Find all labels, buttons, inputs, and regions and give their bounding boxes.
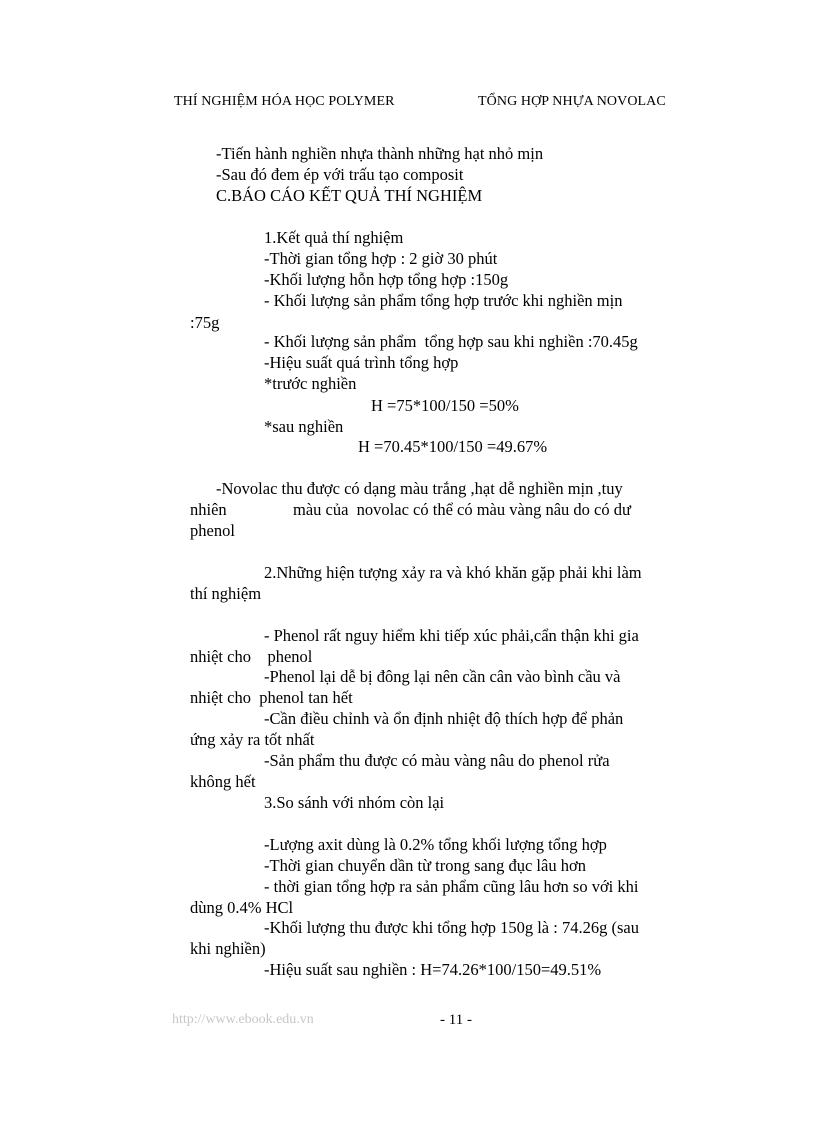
comparison-item-4a: -Khối lượng thu được khi tổng hợp 150g là : 74.26g (sau (264, 918, 639, 937)
header-right: TỔNG HỢP NHỰA NOVOLAC (478, 94, 666, 109)
header-left: THÍ NGHIỆM HÓA HỌC POLYMER (174, 94, 395, 109)
intro-line-1: -Tiến hành nghiền nhựa thành những hạt nhỏ mịn (216, 144, 544, 163)
phenomena-item-4b: không hết (190, 772, 256, 791)
results-title: 1.Kết quả thí nghiệm (264, 228, 404, 247)
results-yield-title: -Hiệu suất quá trình tổng hợp (264, 353, 459, 372)
results-after-label: *sau nghiền (264, 417, 344, 436)
phenomena-item-2a: -Phenol lại dễ bị đông lại nên cần cân vào bình cầu và (264, 667, 621, 686)
phenomena-item-2b: nhiệt cho phenol tan hết (190, 688, 353, 707)
page-number: - 11 - (440, 1012, 472, 1028)
comparison-item-4b: khi nghiền) (190, 939, 266, 958)
results-mass-before-value: :75g (190, 313, 220, 332)
observation-line-2a: nhiên (190, 500, 227, 519)
comparison-item-3a: - thời gian tổng hợp ra sản phẩm cũng lâu hơn so với khi (264, 877, 639, 896)
intro-line-2: -Sau đó đem ép với trấu tạo composit (216, 165, 464, 184)
observation-line-3: phenol (190, 521, 235, 540)
section-heading: C.BÁO CÁO KẾT QUẢ THÍ NGHIỆM (216, 186, 483, 205)
comparison-item-3b: dùng 0.4% HCl (190, 898, 294, 917)
results-mass-after: - Khối lượng sản phẩm tổng hợp sau khi nghiền :70.45g (264, 332, 638, 351)
phenomena-item-4a: -Sản phẩm thu được có màu vàng nâu do phenol rửa (264, 751, 610, 770)
results-after-formula: H =70.45*100/150 =49.67% (358, 437, 548, 456)
comparison-title: 3.So sánh với nhóm còn lại (264, 793, 445, 812)
footer-url: http://www.ebook.edu.vn (172, 1012, 314, 1027)
observation-line-2b: màu của novolac có thể có màu vàng nâu do có dư (293, 500, 631, 519)
comparison-item-2: -Thời gian chuyển dần từ trong sang đục lâu hơn (264, 856, 586, 875)
observation-line-1: -Novolac thu được có dạng màu trắng ,hạt dễ nghiền mịn ,tuy (216, 479, 623, 498)
results-time: -Thời gian tổng hợp : 2 giờ 30 phút (264, 249, 498, 268)
phenomena-item-3a: -Cần điều chỉnh và ổn định nhiệt độ thích hợp để phản (264, 709, 624, 728)
results-before-formula: H =75*100/150 =50% (371, 396, 519, 415)
phenomena-title-2: thí nghiệm (190, 584, 262, 603)
results-before-label: *trước nghiền (264, 374, 357, 393)
phenomena-item-1b: nhiệt cho phenol (190, 647, 313, 666)
phenomena-item-3b: ứng xảy ra tốt nhất (190, 730, 315, 749)
results-mass-before: - Khối lượng sản phẩm tổng hợp trước khi nghiền mịn (264, 291, 623, 310)
phenomena-item-1a: - Phenol rất nguy hiểm khi tiếp xúc phải,cẩn thận khi gia (264, 626, 639, 645)
results-mass-mix: -Khối lượng hỗn hợp tổng hợp :150g (264, 270, 509, 289)
comparison-item-5: -Hiệu suất sau nghiền : H=74.26*100/150=49.51% (264, 960, 602, 979)
phenomena-title-1: 2.Những hiện tượng xảy ra và khó khăn gặp phải khi làm (264, 563, 642, 582)
comparison-item-1: -Lượng axit dùng là 0.2% tổng khối lượng tổng hợp (264, 835, 607, 854)
